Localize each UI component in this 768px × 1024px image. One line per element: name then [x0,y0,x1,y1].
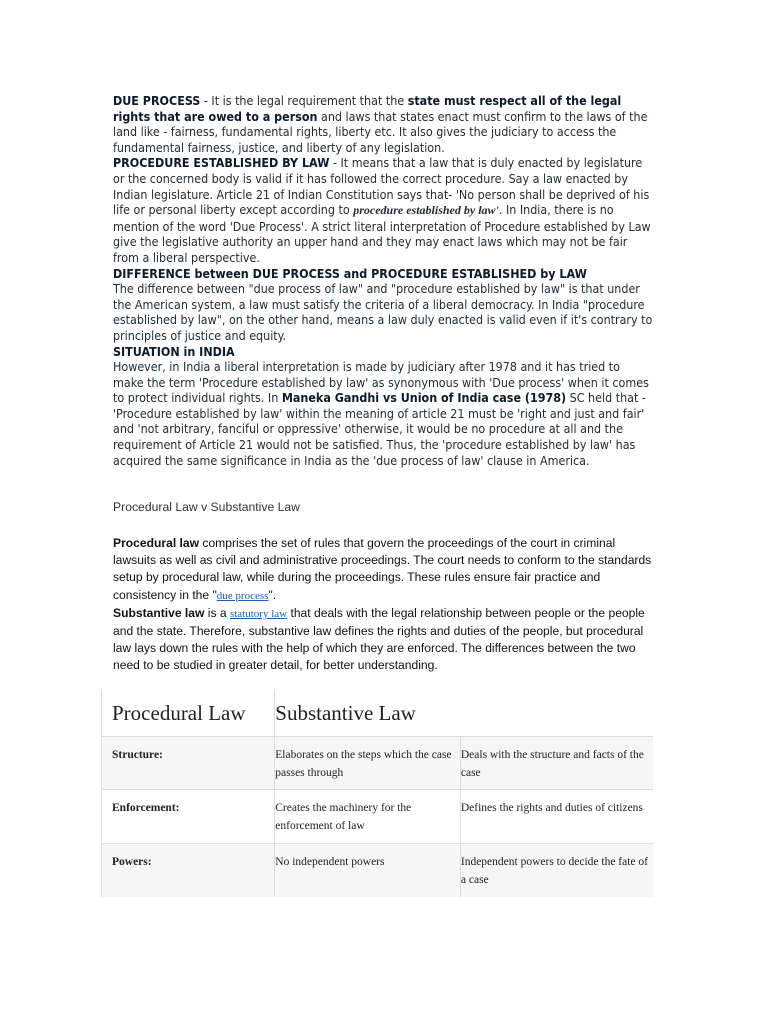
situation-heading: SITUATION in INDIA [113,343,235,359]
procedural-cell: Elaborates on the steps which the case passes through [275,736,461,789]
due-process-link[interactable]: due process [216,589,269,602]
row-label: Powers: [102,843,275,897]
table-row [102,789,654,843]
pebl-heading: PROCEDURE ESTABLISHED BY LAW [113,155,330,171]
header-empty [460,689,653,736]
table-header-row [102,689,654,736]
law-definitions [113,535,653,675]
due-process-paragraph: DUE PROCESS - It is the legal requirement that the state must respect all of the legal rights that are owed to a person and laws that states enact must confirm to the laws of the land like - fairness, fundamental rights, liberty etc. It also gives the judiciary to access the fundamental fairness, justice, and liberty of any legislation. [113,93,648,155]
situation-paragraph: However, in India a liberal interpretation is made by judiciary after 1978 and it has tried to make the term 'Procedure established by law' as synonymous with 'Due process' when it comes to protect individual rights. In Maneka Gandhi vs Union of India case (1978) SC held that - 'Procedure established by law' within the meaning of article 21 must be 'right and just and fair' and 'not arbitrary, fanciful or oppressive' otherwise, it would be no procedure at all and the requirement of Article 21 would not be satisfied. Thus, the 'procedure established by law' has acquired the same significance in India as the 'due process of law' clause in America. [113,359,649,468]
row-label: Enforcement: [102,789,275,843]
substantive-cell: Independent powers to decide the fate of a case [460,843,653,897]
comparison-subheading: Procedural Law v Substantive Law [113,500,300,514]
substantive-law-paragraph: Substantive law is a statutory law that deals with the legal relationship between people or the people and the state. Therefore, substantive law defines the rights and duties of the people, but procedural law lays down the rules with the help of which they are enforced. The differences between the two need to be studied in greater detail, for better understanding. [113,605,645,673]
pebl-paragraph: PROCEDURE ESTABLISHED BY LAW - It means that a law that is duly enacted by legislature or the concerned body is valid if it has followed the correct procedure. Say a law enacted by Indian legislature. Article 21 of Indian Constitution says that- 'No person shall be deprived of his life or personal liberty except according to procedure established by law'. In India, there is no mention of the word 'Due Process'. A strict literal interpretation of Procedure established by Law give the legislative authority an upper hand and they may enact laws which may not be fair from a liberal perspective. [113,155,651,265]
row-label: Structure: [102,736,275,789]
due-process-section [113,93,653,468]
statutory-law-link[interactable]: statutory law [229,607,288,620]
table-row [102,736,654,789]
procedural-law-paragraph: Procedural law comprises the set of rules that govern the proceedings of the court in criminal lawsuits as well as civil and administrative proceedings. The court needs to conform to the standards setup by procedural law, while during the proceedings. These rules ensure fair practice and consistency in the "due process". [113,536,652,602]
due-process-heading: DUE PROCESS [113,93,201,108]
comparison-table [101,689,653,897]
procedural-cell: Creates the machinery for the enforcement of law [275,789,461,843]
header-substantive-law: Substantive Law [275,701,416,725]
difference-paragraph: The difference between "due process of law" and "procedure established by law" is that under the American system, a law must satisfy the criteria of a liberal democracy. In India "procedure established by law", on the other hand, means a law duly enacted is valid even if it's contrary to principles of justice and equity. [113,281,653,343]
table-row [102,843,654,897]
header-procedural-law: Procedural Law [102,689,275,736]
difference-heading: DIFFERENCE between DUE PROCESS and PROCEDURE ESTABLISHED by LAW [113,265,587,281]
case-name: Maneka Gandhi vs Union of India case (1978) [281,390,567,406]
substantive-cell: Deals with the structure and facts of the case [460,736,653,789]
procedural-cell: No independent powers [275,843,461,897]
pebl-emphasis: procedure established by law' [353,203,499,218]
substantive-cell: Defines the rights and duties of citizens [460,789,653,843]
